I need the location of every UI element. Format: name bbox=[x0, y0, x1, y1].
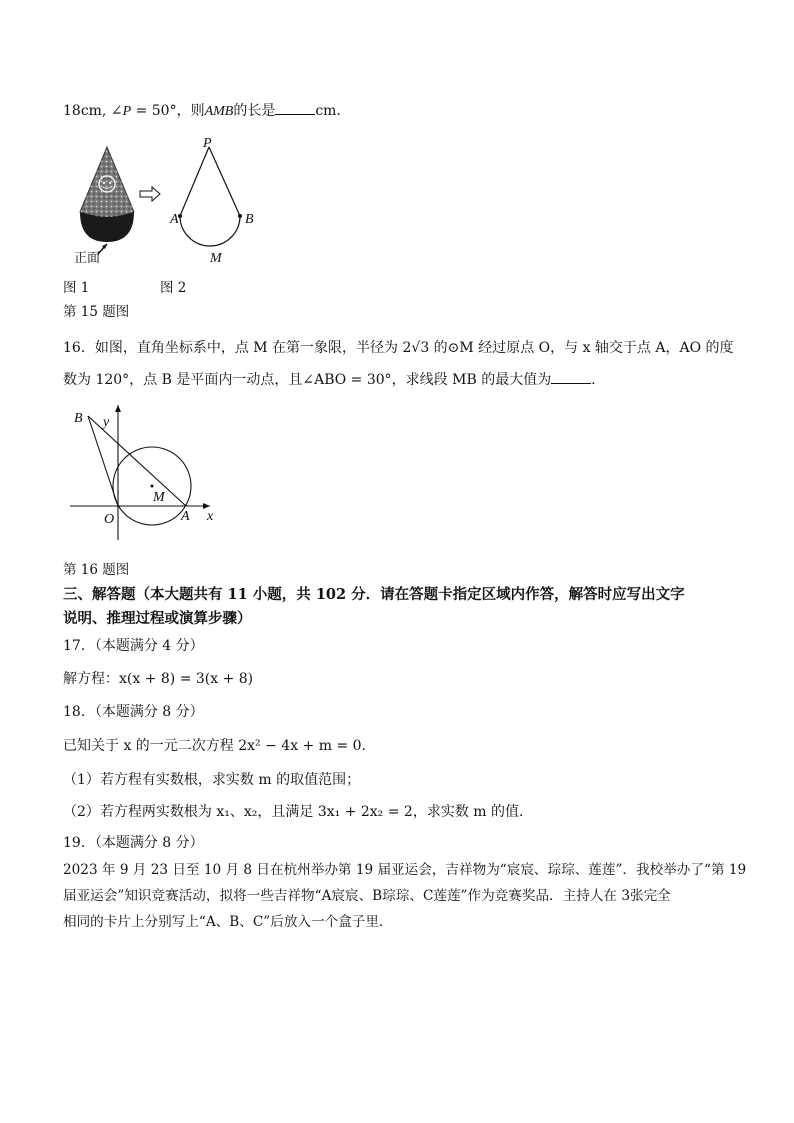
q19-line3: 相同的卡片上分别写上“A、B、C”后放入一个盒子里． bbox=[63, 914, 393, 930]
q17-header: 17．（本题满分 4 分） bbox=[63, 638, 204, 654]
q15-arc-amb: AMB bbox=[204, 104, 234, 119]
fig2-caption: 图 2 bbox=[160, 280, 187, 296]
q16-line1: 16．如图，直角坐标系中，点 M 在第一象限，半径为 2√3 的⊙M 经过原点 O，与 x 轴交于点 A，AO 的度 bbox=[63, 340, 734, 356]
q19-line1: 2023 年 9 月 23 日至 10 月 8 日在杭州举办第 19 届亚运会，吉祥物为“宸宸、琮琮、莲莲”．我校举办了“第 19 bbox=[63, 862, 747, 878]
q16-line2 bbox=[63, 371, 605, 389]
q15-figure bbox=[60, 130, 260, 280]
section3-line2: 说明、推理过程或演算步骤） bbox=[63, 610, 252, 627]
front-label: 正面 bbox=[74, 251, 101, 266]
fig16-label-o: O bbox=[104, 512, 115, 527]
q18-header: 18．（本题满分 8 分） bbox=[63, 704, 204, 720]
q15-text-line bbox=[63, 102, 350, 121]
q16-line2-text: 数为 120°，点 B 是平面内一动点，且∠ABO = 30°，求线段 MB 的最大值为 bbox=[63, 372, 552, 388]
fig16-label-y: y bbox=[103, 415, 110, 430]
teardrop-shape bbox=[178, 147, 242, 246]
q16-line2-end: ． bbox=[591, 372, 606, 388]
q16-answer-blank bbox=[551, 371, 591, 384]
q15-text-d: cm． bbox=[315, 103, 351, 119]
q18-part1: （1）若方程有实数根，求实数 m 的取值范围； bbox=[63, 772, 361, 788]
fig16-label-b: B bbox=[74, 411, 83, 426]
hat-illustration bbox=[80, 147, 134, 254]
q19-line2: 届亚运会”知识竞赛活动，拟将一些吉祥物“A宸宸、B琮琮、C莲莲”作为竞赛奖品．主持人在 3张完全 bbox=[63, 888, 671, 904]
q18-body: 已知关于 x 的一元二次方程 2x² − 4x + m = 0． bbox=[63, 738, 376, 754]
q16-figure bbox=[60, 400, 230, 550]
q15-angle-p: P bbox=[122, 104, 132, 119]
fig16-label-m: M bbox=[153, 490, 165, 505]
q18-part2: （2）若方程两实数根为 x₁、x₂，且满足 3x₁ + 2x₂ = 2，求实数 m 的值． bbox=[63, 804, 533, 820]
fig2-label-p: P bbox=[203, 136, 212, 151]
q17-body: 解方程：x(x + 8) = 3(x + 8) bbox=[63, 671, 254, 687]
q15-text-a: 18cm, ∠ bbox=[63, 103, 123, 119]
fig2-label-m: M bbox=[210, 251, 222, 266]
fig2-label-a: A bbox=[170, 212, 179, 227]
q15-answer-blank bbox=[275, 102, 315, 115]
center-m bbox=[151, 485, 154, 488]
fig1-caption: 图 1 bbox=[63, 280, 90, 296]
q15-text-c: 的长是 bbox=[233, 103, 276, 119]
fig2-label-b: B bbox=[245, 212, 254, 227]
q19-header: 19．（本题满分 8 分） bbox=[63, 835, 204, 851]
fig16-label-a: A bbox=[181, 509, 190, 524]
q15-text-b: = 50°，则 bbox=[131, 103, 205, 119]
q15-caption: 第 15 题图 bbox=[63, 304, 130, 320]
q16-caption: 第 16 题图 bbox=[63, 562, 130, 578]
section3-line1: 三、解答题（本大题共有 11 小题，共 102 分．请在答题卡指定区域内作答，解答时应写出文字 bbox=[63, 586, 685, 603]
fig16-label-x: x bbox=[207, 509, 214, 524]
arrow-icon bbox=[140, 187, 160, 201]
